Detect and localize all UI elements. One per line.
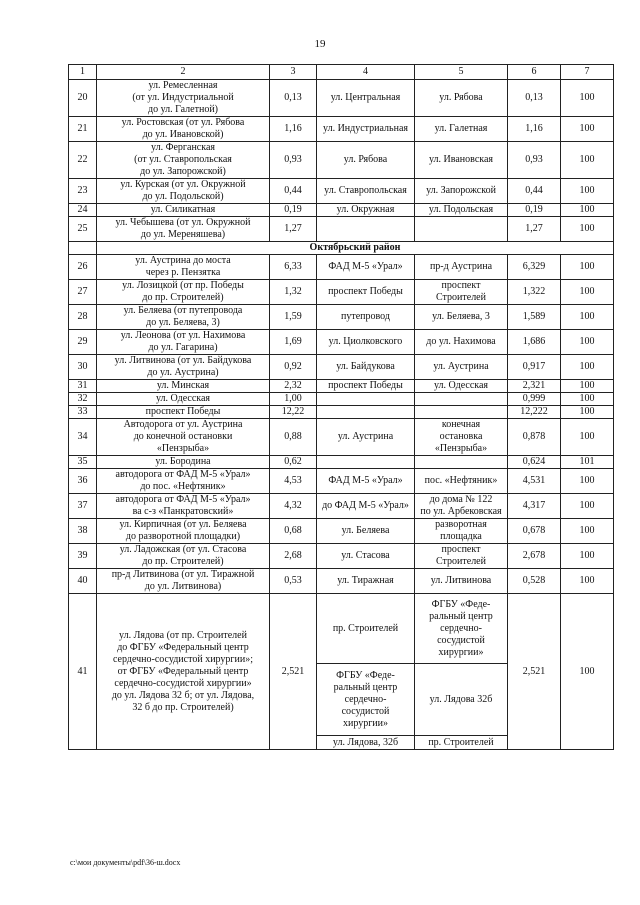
table-cell: 1,322 — [508, 280, 561, 305]
table-cell: 0,44 — [270, 179, 317, 204]
table-cell: ул. Центральная — [317, 80, 415, 117]
table-cell: 2,32 — [270, 380, 317, 393]
table-cell: проспект Победы — [317, 280, 415, 305]
table-cell: ул. Силикатная — [97, 204, 270, 217]
table-cell: 100 — [561, 355, 614, 380]
table-cell: 1,16 — [270, 117, 317, 142]
table-cell: ул. Ростовская (от ул. Рябова до ул. Ивановской) — [97, 117, 270, 142]
table-cell: 100 — [561, 380, 614, 393]
table-cell: ул. Кирпичная (от ул. Беляева до разворотной площадки) — [97, 519, 270, 544]
table-row — [69, 305, 614, 330]
table-row — [69, 380, 614, 393]
table-cell: ул. Галетная — [415, 117, 508, 142]
table-cell: 100 — [561, 80, 614, 117]
column-number-header: 3 — [270, 65, 317, 80]
table-cell: ул. Окружная — [317, 204, 415, 217]
table-cell — [317, 456, 415, 469]
table-row — [69, 406, 614, 419]
table-cell: ул. Стасова — [317, 544, 415, 569]
table-cell: 0,68 — [270, 519, 317, 544]
table-cell: 100 — [561, 544, 614, 569]
table-cell: ул. Литвинова (от ул. Байдукова до ул. Аустрина) — [97, 355, 270, 380]
header-row — [69, 65, 614, 80]
table-cell: 1,69 — [270, 330, 317, 355]
table-cell: ул. Рябова — [415, 80, 508, 117]
table-cell: до дома № 122 по ул. Арбековская — [415, 494, 508, 519]
table-cell: 39 — [69, 544, 97, 569]
table-row — [69, 519, 614, 544]
table-cell: ул. Запорожской — [415, 179, 508, 204]
table-cell: 0,917 — [508, 355, 561, 380]
table-row — [69, 142, 614, 179]
column-number-header: 1 — [69, 65, 97, 80]
table-cell — [415, 217, 508, 242]
table-cell: ул. Ферганская (от ул. Ставропольская до ул. Запорожской) — [97, 142, 270, 179]
table-cell: 100 — [561, 569, 614, 594]
table-cell: ул. Ставропольская — [317, 179, 415, 204]
table-cell: 0,92 — [270, 355, 317, 380]
table-cell: 28 — [69, 305, 97, 330]
table-cell: Автодорога от ул. Аустрина до конечной остановки «Пензрыба» — [97, 419, 270, 456]
table-cell: 31 — [69, 380, 97, 393]
table-cell: 20 — [69, 80, 97, 117]
table-row — [69, 355, 614, 380]
table-row — [69, 456, 614, 469]
table-cell: 100 — [561, 204, 614, 217]
table-cell: 100 — [561, 280, 614, 305]
table-cell: 41 — [69, 594, 97, 750]
table-cell: 0,13 — [508, 80, 561, 117]
table-row-41 — [69, 594, 614, 664]
empty-cell — [69, 242, 97, 255]
table-cell: 2,321 — [508, 380, 561, 393]
table-cell: 100 — [561, 142, 614, 179]
table-cell: 23 — [69, 179, 97, 204]
table-cell: ул. Минская — [97, 380, 270, 393]
table-row — [69, 117, 614, 142]
table-cell: ул. Аустрина — [317, 419, 415, 456]
table-cell: 2,521 — [270, 594, 317, 750]
table-cell: ул. Индустриальная — [317, 117, 415, 142]
table-cell: 1,32 — [270, 280, 317, 305]
column-number-header: 4 — [317, 65, 415, 80]
table-row — [69, 393, 614, 406]
table-cell: 37 — [69, 494, 97, 519]
table-cell: 0,878 — [508, 419, 561, 456]
table-row — [69, 544, 614, 569]
table-cell: 1,589 — [508, 305, 561, 330]
table-cell: 100 — [561, 217, 614, 242]
table-cell: 36 — [69, 469, 97, 494]
file-path-footer: c:\мои документы\pdf\36-ш.docx — [70, 858, 181, 867]
table-cell: ул. Аустрина до моста через р. Пензятка — [97, 255, 270, 280]
table-cell: ул. Лозицкой (от пр. Победы до пр. Строителей) — [97, 280, 270, 305]
table-cell: проспект Строителей — [415, 280, 508, 305]
column-number-header: 6 — [508, 65, 561, 80]
table-cell: 100 — [561, 117, 614, 142]
table-cell — [415, 406, 508, 419]
table-cell: 100 — [561, 305, 614, 330]
table-cell: 4,53 — [270, 469, 317, 494]
table-cell: 6,329 — [508, 255, 561, 280]
table-cell: ФАД М-5 «Урал» — [317, 255, 415, 280]
table-cell — [415, 393, 508, 406]
table-cell: пр. Строителей — [317, 594, 415, 664]
table-cell: пр. Строителей — [415, 736, 508, 750]
table-cell: путепровод — [317, 305, 415, 330]
table-cell: ул. Лядова (от пр. Строителей до ФГБУ «Федеральный центр сердечно-сосудистой хирургии»; от ФГБУ «Федеральный центр сердечно-сосудистой хирургии» до ул. Лядова 32 б; от ул. Лядова, 32 б до пр. Строителей) — [97, 594, 270, 750]
table-cell: 22 — [69, 142, 97, 179]
table-cell: 100 — [561, 494, 614, 519]
table-cell — [317, 217, 415, 242]
table-cell: разворотная площадка — [415, 519, 508, 544]
table-cell: ул. Беляева (от путепровода до ул. Беляева, 3) — [97, 305, 270, 330]
table-cell: ул. Одесская — [97, 393, 270, 406]
table-cell: 1,27 — [508, 217, 561, 242]
table-cell: 2,678 — [508, 544, 561, 569]
table-cell: 12,222 — [508, 406, 561, 419]
table-cell: до ул. Нахимова — [415, 330, 508, 355]
table-cell — [317, 393, 415, 406]
table-cell: проспект Победы — [317, 380, 415, 393]
table-cell: 2,68 — [270, 544, 317, 569]
district-heading: Октябрьский район — [97, 242, 614, 255]
table-cell: 0,999 — [508, 393, 561, 406]
table-cell: 0,13 — [270, 80, 317, 117]
column-number-header: 5 — [415, 65, 508, 80]
table-cell: ул. Одесская — [415, 380, 508, 393]
table-row — [69, 330, 614, 355]
table-cell: 1,27 — [270, 217, 317, 242]
table-cell: 40 — [69, 569, 97, 594]
table-cell: 25 — [69, 217, 97, 242]
table-cell: пр-д Литвинова (от ул. Тиражной до ул. Литвинова) — [97, 569, 270, 594]
table-cell: 101 — [561, 456, 614, 469]
table-cell: проспект Строителей — [415, 544, 508, 569]
table-cell: 1,686 — [508, 330, 561, 355]
table-cell: 21 — [69, 117, 97, 142]
table-cell: 4,32 — [270, 494, 317, 519]
table-cell: ул. Подольская — [415, 204, 508, 217]
table-cell: 4,317 — [508, 494, 561, 519]
table-cell: 100 — [561, 179, 614, 204]
table-cell: 2,521 — [508, 594, 561, 750]
table-cell: 100 — [561, 469, 614, 494]
table-cell: ул. Лядова, 32б — [317, 736, 415, 750]
table-cell: 6,33 — [270, 255, 317, 280]
table-cell: 0,93 — [508, 142, 561, 179]
table-cell: ФАД М-5 «Урал» — [317, 469, 415, 494]
table-row — [69, 255, 614, 280]
table-cell: 1,59 — [270, 305, 317, 330]
table-cell: 0,93 — [270, 142, 317, 179]
column-number-header: 7 — [561, 65, 614, 80]
table-cell: ФГБУ «Феде- ральный центр сердечно- сосудистой хирургии» — [415, 594, 508, 664]
table-row — [69, 469, 614, 494]
table-cell: ул. Тиражная — [317, 569, 415, 594]
table-cell: ул. Леонова (от ул. Нахимова до ул. Гагарина) — [97, 330, 270, 355]
table-cell: 32 — [69, 393, 97, 406]
table-cell: 29 — [69, 330, 97, 355]
table-cell: ул. Литвинова — [415, 569, 508, 594]
table-row — [69, 80, 614, 117]
table-row — [69, 179, 614, 204]
table-cell: 0,62 — [270, 456, 317, 469]
table-row — [69, 494, 614, 519]
column-number-header: 2 — [97, 65, 270, 80]
table-cell: 33 — [69, 406, 97, 419]
table-row — [69, 204, 614, 217]
table-cell: 24 — [69, 204, 97, 217]
table-cell: 1,16 — [508, 117, 561, 142]
table-cell: 100 — [561, 519, 614, 544]
table-cell: 12,22 — [270, 406, 317, 419]
table-cell: ул. Байдукова — [317, 355, 415, 380]
table-cell: ул. Ладожская (от ул. Стасова до пр. Строителей) — [97, 544, 270, 569]
table-cell: ул. Рябова — [317, 142, 415, 179]
table-row — [69, 280, 614, 305]
table-cell: ул. Ремесленная (от ул. Индустриальной до ул. Галетной) — [97, 80, 270, 117]
table-cell: пр-д Аустрина — [415, 255, 508, 280]
table-cell: 0,88 — [270, 419, 317, 456]
table-cell: автодорога от ФАД М-5 «Урал» до пос. «Нефтяник» — [97, 469, 270, 494]
table-row — [69, 419, 614, 456]
page-number: 19 — [314, 38, 326, 50]
table-cell: 0,19 — [508, 204, 561, 217]
table-cell: до ФАД М-5 «Урал» — [317, 494, 415, 519]
table-cell: 0,678 — [508, 519, 561, 544]
table-cell — [415, 456, 508, 469]
table-cell: ул. Чебышева (от ул. Окружной до ул. Мереняшева) — [97, 217, 270, 242]
table-cell: ул. Бородина — [97, 456, 270, 469]
table-cell: ул. Беляева — [317, 519, 415, 544]
table-cell: 1,00 — [270, 393, 317, 406]
table-cell: 34 — [69, 419, 97, 456]
table-cell: ул. Ивановская — [415, 142, 508, 179]
table-cell: автодорога от ФАД М-5 «Урал» ва с-з «Панкратовский» — [97, 494, 270, 519]
table-cell: ул. Аустрина — [415, 355, 508, 380]
table-cell: 100 — [561, 594, 614, 750]
table-cell: 0,528 — [508, 569, 561, 594]
table-cell: 4,531 — [508, 469, 561, 494]
table-cell: 0,19 — [270, 204, 317, 217]
table-cell: 26 — [69, 255, 97, 280]
table-cell: 0,624 — [508, 456, 561, 469]
table-cell: 38 — [69, 519, 97, 544]
table-cell: конечная остановка «Пензрыба» — [415, 419, 508, 456]
table-cell: 35 — [69, 456, 97, 469]
table-cell: 100 — [561, 419, 614, 456]
table-cell: ул. Беляева, 3 — [415, 305, 508, 330]
table-row — [69, 569, 614, 594]
table-cell: ФГБУ «Феде- ральный центр сердечно- сосудистой хирургии» — [317, 664, 415, 736]
table-cell: пос. «Нефтяник» — [415, 469, 508, 494]
table-cell: 100 — [561, 255, 614, 280]
table-cell: 100 — [561, 406, 614, 419]
table-cell: ул. Курская (от ул. Окружной до ул. Подольской) — [97, 179, 270, 204]
table-cell: 0,44 — [508, 179, 561, 204]
table-cell: 30 — [69, 355, 97, 380]
table-cell — [317, 406, 415, 419]
table-cell: 100 — [561, 393, 614, 406]
table-cell: 27 — [69, 280, 97, 305]
roads-table — [68, 64, 614, 750]
table-cell: ул. Циолковского — [317, 330, 415, 355]
table-cell: проспект Победы — [97, 406, 270, 419]
table-cell: ул. Лядова 32б — [415, 664, 508, 736]
table-cell: 100 — [561, 330, 614, 355]
table-row — [69, 217, 614, 242]
district-row — [69, 242, 614, 255]
table-cell: 0,53 — [270, 569, 317, 594]
